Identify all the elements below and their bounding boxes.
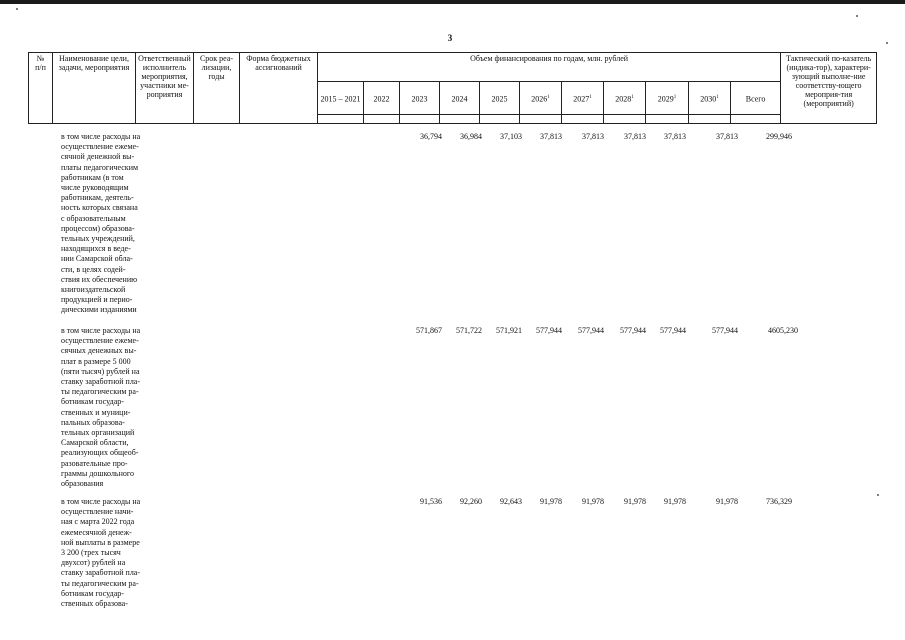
value-2023: 571,867 [416, 326, 442, 335]
top-border-line [0, 0, 905, 4]
value-2027: 37,813 [582, 132, 604, 141]
value-total: 4605,230 [768, 326, 798, 335]
header-year: 2027$^1$ [562, 82, 604, 115]
header-year: 2024 [440, 82, 480, 115]
value-2028: 91,978 [624, 497, 646, 506]
value-2026: 37,813 [540, 132, 562, 141]
scan-speck [886, 42, 888, 44]
value-2024: 92,260 [460, 497, 482, 506]
header-year: 2015 – 2021 [318, 82, 364, 115]
value-2028: 577,944 [620, 326, 646, 335]
header-number: № п/п [29, 53, 53, 124]
header-year: 2026$^1$ [520, 82, 562, 115]
header-form: Форма бюджетных ассигнований [240, 53, 318, 124]
scan-speck [16, 8, 18, 10]
header-term: Срок реа-лизации, годы [194, 53, 240, 124]
value-2025: 37,103 [500, 132, 522, 141]
header-year: 2022 [364, 82, 400, 115]
header-year: 2023 [400, 82, 440, 115]
value-2030: 37,813 [716, 132, 738, 141]
value-2029: 91,978 [664, 497, 686, 506]
header-indicator: Тактический по-казатель (индика-тор), характери-зующий выполне-ние соответству-ющего мероприя-тия (мероприятий) [781, 53, 877, 124]
page-number: 3 [447, 33, 453, 43]
value-2028: 37,813 [624, 132, 646, 141]
value-2030: 577,944 [712, 326, 738, 335]
table-body [28, 130, 876, 640]
value-2023: 91,536 [420, 497, 442, 506]
row-description: в том числе расходы на осуществление ежеме- сячной денежной вы- платы педагогическим работникам (в том числе руководящим работникам, деятель- ность которых связана с образовательным процессом) образова- тельных учреждений, находящихся в веде- нии Самарской обла- сти, в целях содей- ствия их обеспечению книгоиздательской продукцией и перио- дическими изданиями [61, 132, 141, 315]
value-2025: 571,921 [496, 326, 522, 335]
value-2030: 91,978 [716, 497, 738, 506]
value-2027: 577,944 [578, 326, 604, 335]
header-year: 2025 [480, 82, 520, 115]
header-name: Наименование цели, задачи, мероприятия [53, 53, 136, 124]
header-volume: Объем финансирования по годам, млн. рублей [318, 53, 781, 82]
row-description: в том числе расходы на осуществление начи- ная с марта 2022 года ежемесячной денеж- ной выплаты в размере 3 200 (трех тысяч двухсот) рублей на ставку заработной пла- ты педагогическим ра- ботникам государ- ственных образова- [61, 497, 141, 609]
value-total: 299,946 [766, 132, 792, 141]
value-2025: 92,643 [500, 497, 522, 506]
value-2026: 577,944 [536, 326, 562, 335]
value-2029: 577,944 [660, 326, 686, 335]
header-year: 2029$^1$ [646, 82, 689, 115]
scan-speck [856, 15, 858, 17]
scan-speck [877, 494, 879, 496]
value-2023: 36,794 [420, 132, 442, 141]
header-year: 2028$^1$ [604, 82, 646, 115]
header-year: 2030$^1$ [689, 82, 731, 115]
header-total: Всего [731, 82, 781, 115]
value-2024: 571,722 [456, 326, 482, 335]
value-2026: 91,978 [540, 497, 562, 506]
value-2029: 37,813 [664, 132, 686, 141]
value-total: 736,329 [766, 497, 792, 506]
financing-table-header [28, 52, 877, 124]
value-2024: 36,984 [460, 132, 482, 141]
row-description: в том числе расходы на осуществление ежеме- сячных денежных вы- плат в размере 5 000 (пяти тысяч) рублей на ставку заработной пла- ты педагогическим ра- ботникам государ- ственных и муници- пальных образова- тельных организаций Самарской области, реализующих общеоб- разовательные про- граммы дошкольного образования [61, 326, 141, 489]
value-2027: 91,978 [582, 497, 604, 506]
header-executor: Ответственный исполнитель мероприятия, участники ме-роприятия [136, 53, 194, 124]
